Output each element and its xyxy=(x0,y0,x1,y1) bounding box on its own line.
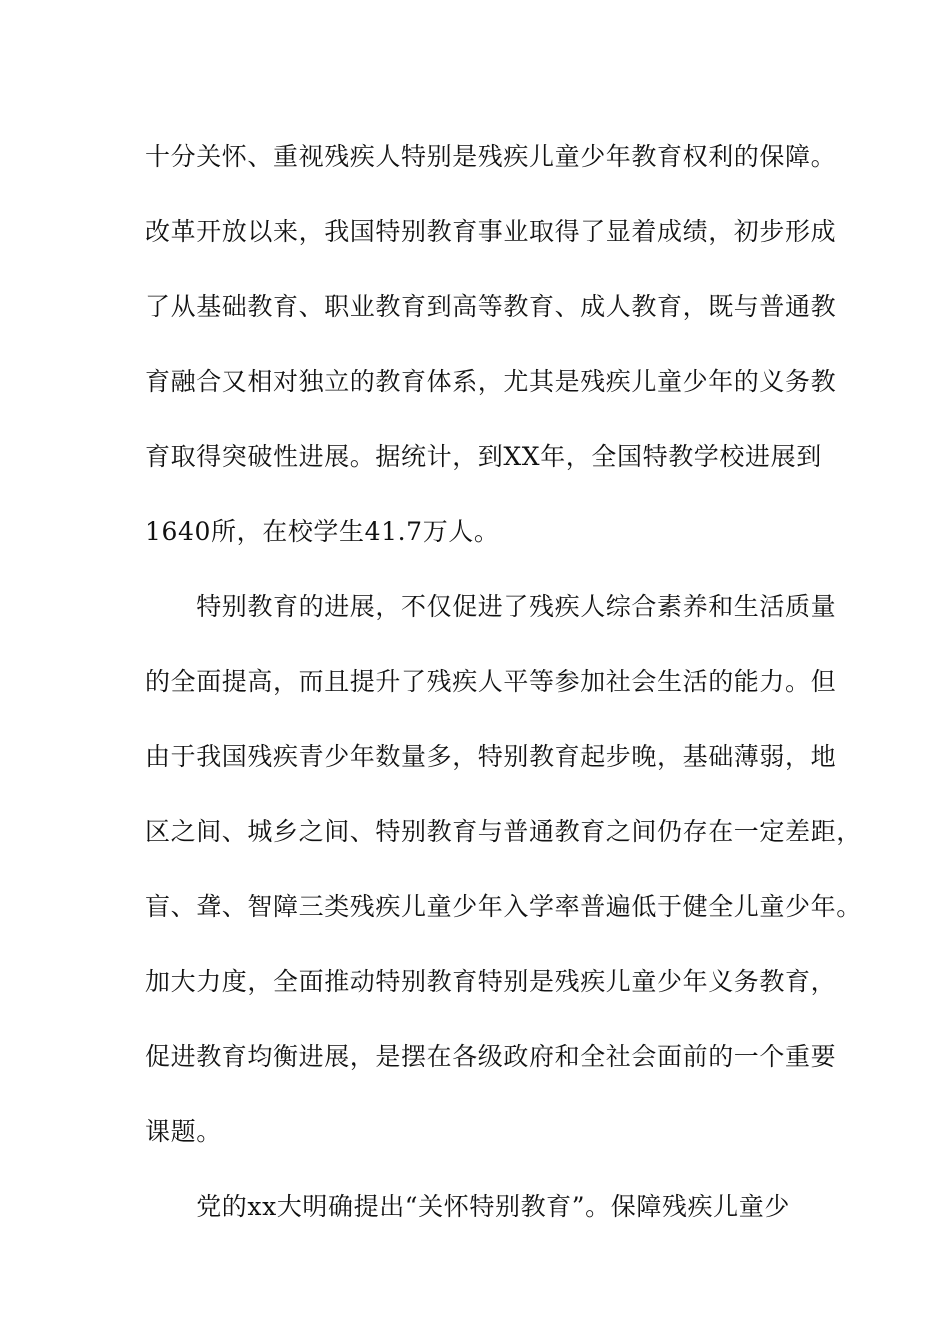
text-line: 课题。 xyxy=(145,1117,222,1146)
text-line: 的全面提高，而且提升了残疾人平等参加社会生活的能力。但 xyxy=(145,667,837,696)
text-line: 改革开放以来，我国特别教育事业取得了显着成绩，初步形成 xyxy=(145,217,837,246)
text-line: 育取得突破性进展。据统计，到XX年，全国特教学校进展到 xyxy=(145,442,822,471)
text-line: 加大力度，全面推动特别教育特别是残疾儿童少年义务教育， xyxy=(145,967,837,996)
text-line: 1640所，在校学生41.7万人。 xyxy=(145,517,500,546)
text-line: 十分关怀、重视残疾人特别是残疾儿童少年教育权利的保障。 xyxy=(145,142,837,171)
text-line: 区之间、城乡之间、特别教育与普通教育之间仍存在一定差距， xyxy=(145,817,862,846)
text-line: 党的xx大明确提出“关怀特别教育”。保障残疾儿童少 xyxy=(145,1192,790,1221)
text-line: 育融合又相对独立的教育体系，尤其是残疾儿童少年的义务教 xyxy=(145,367,837,396)
text-line: 了从基础教育、职业教育到高等教育、成人教育，既与普通教 xyxy=(145,292,837,321)
text-line: 特别教育的进展，不仅促进了残疾人综合素养和生活质量 xyxy=(145,592,837,621)
body-text xyxy=(145,132,862,1257)
text-line: 盲、聋、智障三类残疾儿童少年入学率普遍低于健全儿童少年。 xyxy=(145,892,862,921)
text-line: 由于我国残疾青少年数量多，特别教育起步晚，基础薄弱，地 xyxy=(145,742,837,771)
text-line: 促进教育均衡进展，是摆在各级政府和全社会面前的一个重要 xyxy=(145,1042,837,1071)
